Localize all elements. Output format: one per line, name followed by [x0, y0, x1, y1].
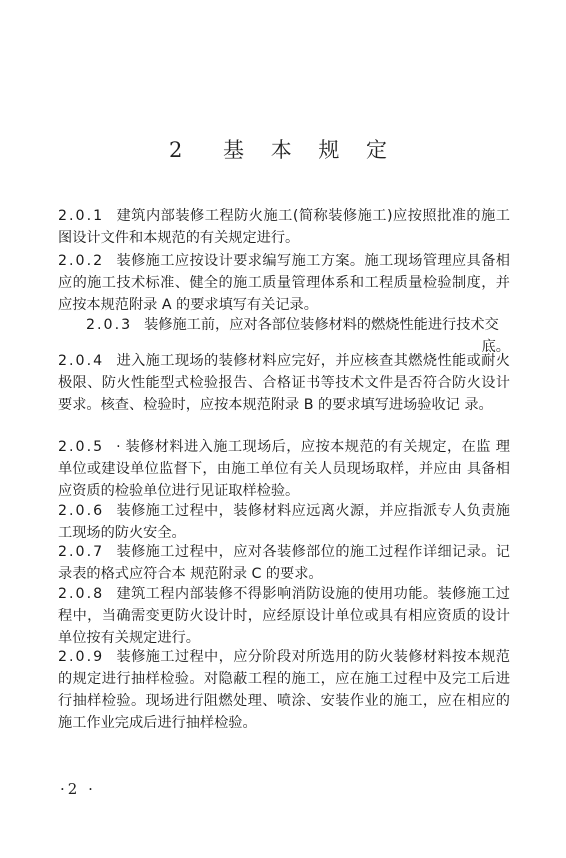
clause-2-0-5 [58, 436, 510, 502]
clause-number: 2.0.5 [58, 439, 105, 455]
clause-number: 2.0.9 [58, 649, 105, 665]
clause-text: 装修施工前，应对各部位装修材料的燃烧性能进行技术交 [144, 317, 499, 333]
clause-number: 2.0.1 [58, 208, 105, 224]
clause-number: 2.0.8 [58, 586, 105, 602]
clause-text: 进入施工现场的装修材料应完好，并应核查其燃烧性能或耐火极限、防火性能型式检验报告、合格证书等技术文件是否符合防火设计要求。核查、检验时，应按本规范附录 B 的要求填写进场验收记 录。 [58, 353, 510, 413]
clause-2-0-7 [58, 541, 510, 585]
clause-text-tail: 底。 [481, 339, 510, 355]
section-title: 基 本 规 定 [223, 138, 398, 162]
clause-number: 2.0.7 [58, 544, 105, 560]
clause-number: 2.0.6 [58, 503, 105, 519]
clause-2-0-1 [58, 205, 510, 249]
clause-number: 2.0.2 [58, 253, 105, 269]
clause-text: 装修施工过程中，装修材料应远离火源，并应指派专人负责施工现场的防火安全。 [58, 503, 510, 541]
clause-text: · 装修材料进入施工现场后，应按本规范的有关规定，在监 理单位或建设单位监督下，由施工单位有关人员现场取样，并应由 具备相应资质的检验单位进行见证取样检验。 [58, 439, 510, 499]
clause-number: 2.0.4 [58, 353, 105, 369]
clause-text: 装修施工过程中，应对各装修部位的施工过程作详细记录。记录表的格式应符合本 规范附录 C 的要求。 [58, 544, 510, 582]
clause-2-0-2 [58, 250, 510, 316]
clause-text: 装修施工过程中，应分阶段对所选用的防火装修材料按本规范的规定进行抽样检验。对隐蔽工程的施工，应在施工过程中及完工后进行抽样检验。现场进行阻燃处理、喷涂、安装作业的施工，应在相应的施工作业完成后进行抽样检验。 [58, 649, 510, 731]
clause-number: 2.0.3 [86, 317, 133, 333]
clause-2-0-4 [58, 350, 510, 416]
clause-text: 建筑工程内部装修不得影响消防设施的使用功能。装修施工过程中，当确需变更防火设计时，应经原设计单位或具有相应资质的设计单位按有关规定进行。 [58, 586, 510, 646]
clause-text: 建筑内部装修工程防火施工(简称装修施工)应按照批准的施工图设计文件和本规范的有关规定进行。 [58, 208, 510, 246]
page-number: ·2 · [60, 780, 96, 798]
section-heading [0, 134, 566, 164]
clause-2-0-6 [58, 500, 510, 544]
clause-2-0-9 [58, 646, 510, 734]
clause-text: 装修施工应按设计要求编写施工方案。施工现场管理应具备相应的施工技术标准、健全的施工质量管理体系和工程质量检验制度，并应按本规范附录 A 的要求填写有关记录。 [58, 253, 510, 313]
section-number: 2 [168, 138, 193, 162]
clause-2-0-8 [58, 583, 510, 649]
